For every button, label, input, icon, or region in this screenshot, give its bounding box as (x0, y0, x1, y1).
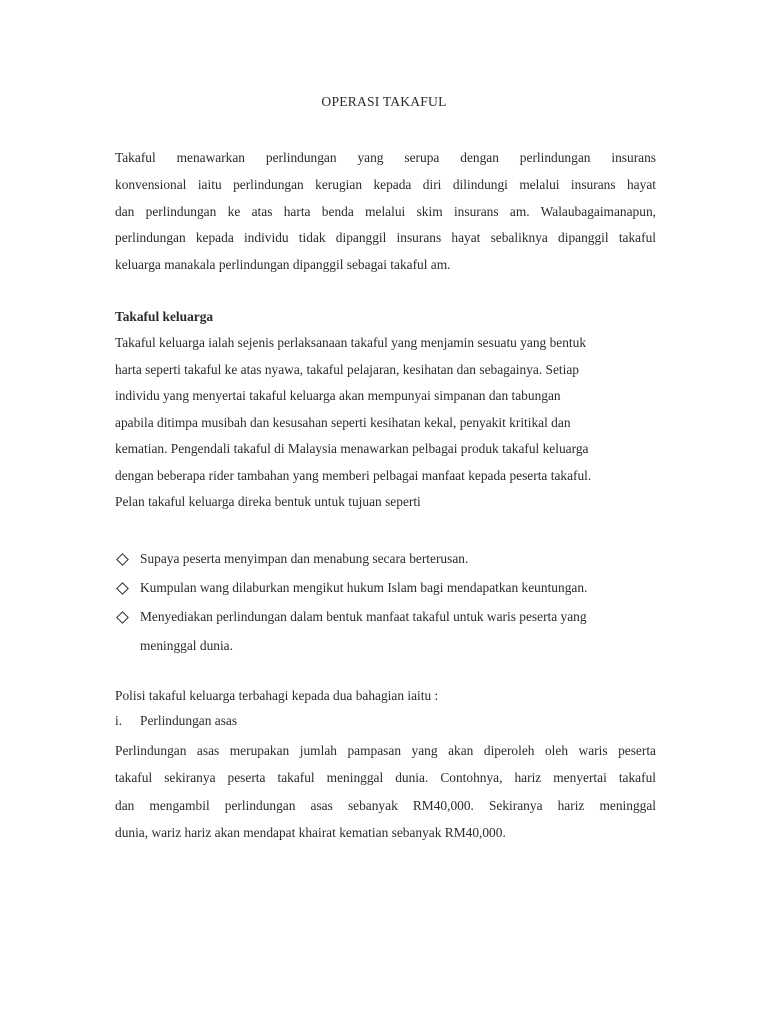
intro-line: perlindungan kepada individu tidak dipanggil insurans hayat sebaliknya dipanggil takaful (115, 230, 656, 246)
diamond-bullet-icon (116, 582, 129, 595)
bullet-text (140, 573, 660, 602)
polisi-paragraph: Polisi takaful keluarga terbahagi kepada dua bahagian iaitu : (115, 688, 439, 703)
bullet-line: meninggal dunia. (140, 638, 233, 653)
intro-line: Takaful menawarkan perlindungan yang serupa dengan perlindungan insurans (115, 150, 656, 165)
family-line: Takaful keluarga ialah sejenis perlaksanaan takaful yang menjamin sesuatu yang bentuk (115, 335, 587, 350)
family-line: harta seperti takaful ke atas nyawa, takaful pelajaran, kesihatan dan sebagainya. Setiap (115, 361, 580, 377)
bullet-line: Menyediakan perlindungan dalam bentuk manfaat takaful untuk waris peserta yang (140, 609, 587, 624)
family-line: individu yang menyertai takaful keluarga akan mempunyai simpanan dan tabungan (115, 388, 561, 403)
list-item (115, 602, 660, 660)
family-line: apabila ditimpa musibah dan kesusahan seperti kesihatan kekal, penyakit kritikal dan (115, 414, 571, 430)
family-line: dengan beberapa rider tambahan yang memberi pelbagai manfaat kepada peserta takaful. (115, 467, 592, 483)
subsection-number: i. (115, 713, 123, 728)
intro-paragraph (115, 145, 656, 279)
diamond-bullet-icon (116, 611, 129, 624)
list-item (115, 573, 660, 602)
family-line: Pelan takaful keluarga direka bentuk untuk tujuan seperti (115, 494, 421, 509)
document-title: OPERASI TAKAFUL (321, 94, 447, 109)
subsection-label: Perlindungan asas (140, 713, 238, 728)
bullet-line: Kumpulan wang dilaburkan mengikut hukum Islam bagi mendapatkan keuntungan. (140, 580, 588, 595)
asas-paragraph (115, 737, 656, 847)
intro-line: dan perlindungan ke atas harta benda melalui skim insurans am. Walaubagaimanapun, (115, 203, 656, 219)
asas-line: Perlindungan asas merupakan jumlah pampasan yang akan diperoleh oleh waris peserta (115, 743, 656, 758)
family-paragraph (115, 330, 656, 516)
asas-line: dan mengambil perlindungan asas sebanyak RM40,000. Sekiranya hariz meninggal (115, 797, 656, 813)
asas-line: dunia, wariz hariz akan mendapat khairat kematian sebanyak RM40,000. (115, 825, 506, 841)
family-line: kematian. Pengendali takaful di Malaysia menawarkan pelbagai produk takaful keluarga (115, 441, 589, 456)
bullet-line: Supaya peserta menyimpan dan menabung secara berterusan. (140, 551, 469, 566)
intro-line: konvensional iaitu perlindungan kerugian kepada diri dilindungi melalui insurans hayat (115, 176, 656, 192)
bullet-list (115, 544, 660, 660)
diamond-bullet-icon (116, 553, 129, 566)
asas-line: takaful sekiranya peserta takaful meninggal dunia. Contohnya, hariz menyertai takaful (115, 770, 656, 786)
bullet-text (140, 544, 660, 573)
intro-line: keluarga manakala perlindungan dipanggil sebagai takaful am. (115, 257, 451, 273)
section-heading: Takaful keluarga (115, 309, 214, 324)
bullet-text (140, 602, 660, 660)
list-item (115, 544, 660, 573)
